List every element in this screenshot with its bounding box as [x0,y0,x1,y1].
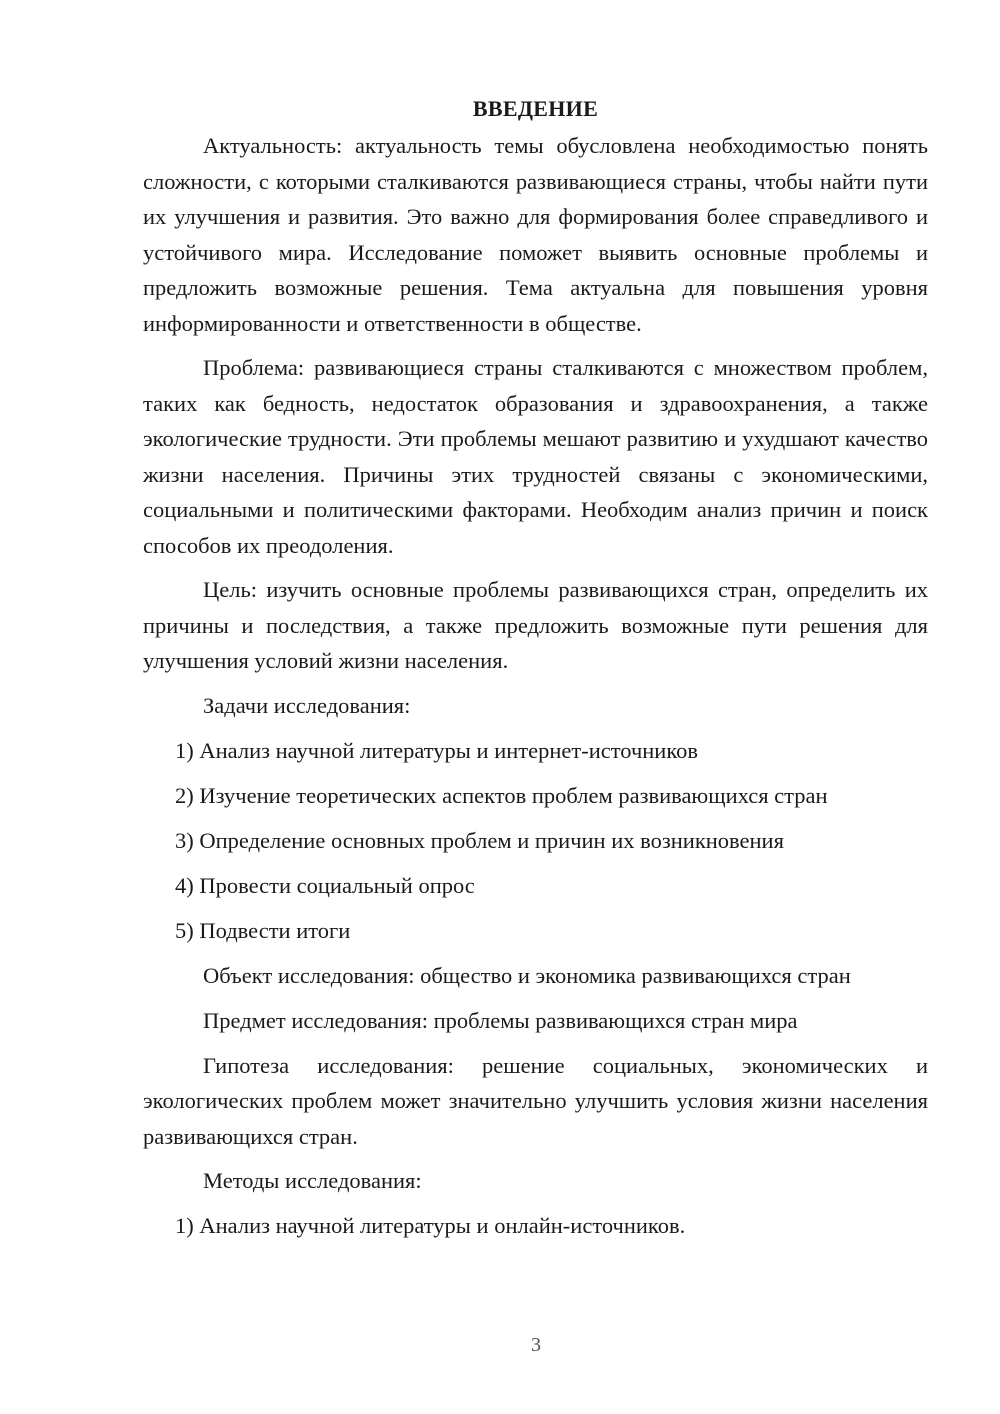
task-item: 1) Анализ научной литературы и интернет-источников [175,737,699,763]
hypothesis-paragraph: Гипотеза исследования: решение социальных, экономических и экологических проблем может значительно улучшить условия жизни населения развивающихся стран. [143,1052,928,1149]
method-item: 1) Анализ научной литературы и онлайн-источников. [175,1213,686,1238]
task-item: 3) Определение основных проблем и причин их возникновения [175,827,784,853]
relevance-paragraph: Актуальность: актуальность темы обусловлена необходимостью понять сложности, с которыми сталкиваются развивающиеся страны, чтобы найти пути их улучшения и развития. Это важно для формирования более справедливого и устойчивого мира. Исследование поможет выявить основные проблемы и предложить возможные решения. Тема актуальна для повышения уровня информированности и ответственности в обществе. [143,133,928,336]
page-content [143,92,928,1253]
task-item: 2) Изучение теоретических аспектов проблем развивающихся стран [175,782,828,808]
tasks-heading: Задачи исследования: [203,692,411,718]
task-item: 5) Подвести итоги [175,917,351,943]
goal-paragraph: Цель: изучить основные проблемы развивающихся стран, определить их причины и последствия, а также предложить возможные пути решения для улучшения условий жизни населения. [143,577,928,673]
page-number: 3 [531,1334,541,1356]
task-item: 4) Провести социальный опрос [175,872,475,898]
research-subject: Предмет исследования: проблемы развивающихся стран мира [203,1007,798,1033]
research-object: Объект исследования: общество и экономика развивающихся стран [203,962,851,988]
methods-heading: Методы исследования: [203,1168,422,1193]
problem-paragraph: Проблема: развивающиеся страны сталкиваются с множеством проблем, таких как бедность, недостаток образования и здравоохранения, а также экологические трудности. Эти проблемы мешают развитию и ухудшают качество жизни населения. Причины этих трудностей связаны с экономическими, социальными и политическими факторами. Необходим анализ причин и поиск способов их преодоления. [143,355,928,558]
section-heading: ВВЕДЕНИЕ [472,96,599,121]
